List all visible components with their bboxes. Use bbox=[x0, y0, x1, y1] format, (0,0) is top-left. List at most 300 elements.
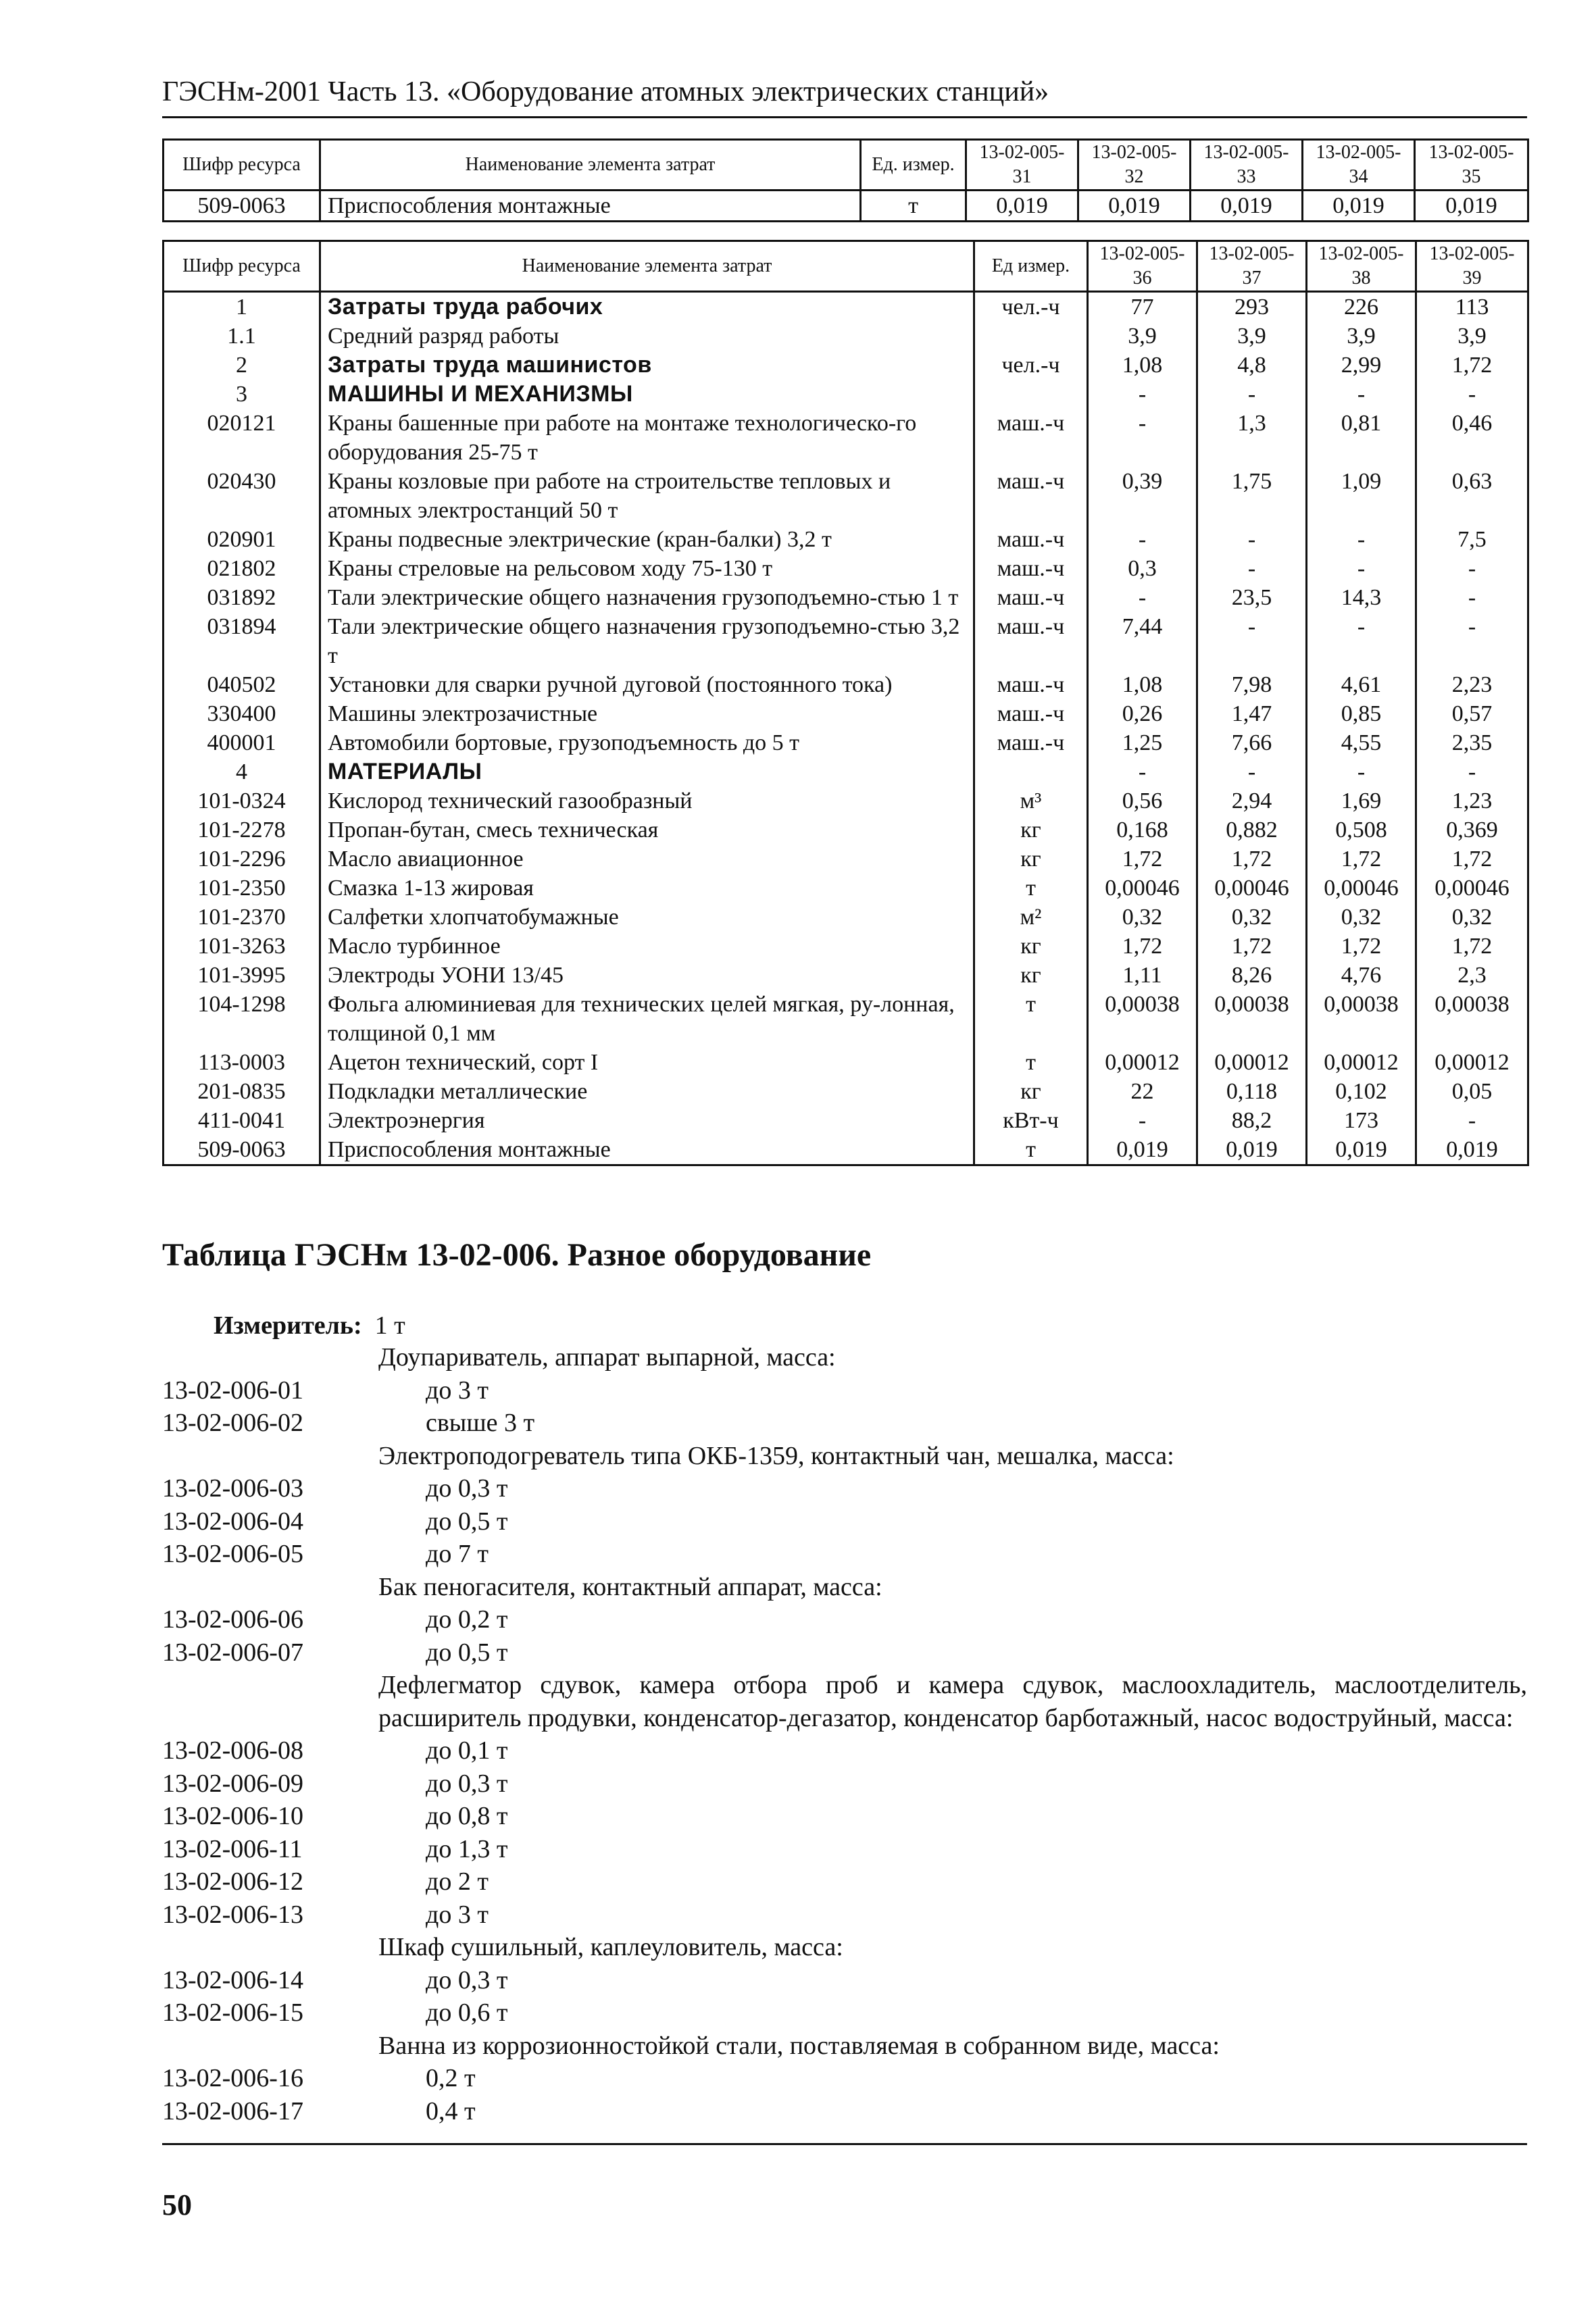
cell-name: Машины электрозачистные bbox=[320, 699, 974, 728]
cell-value: 2,94 bbox=[1197, 786, 1307, 815]
resource-table-2 bbox=[162, 240, 1529, 1166]
norm-text: до 0,5 т bbox=[426, 1507, 508, 1536]
cell-unit: кВт-ч bbox=[974, 1106, 1088, 1135]
cell-value: 0,32 bbox=[1416, 903, 1528, 932]
cell-value: 0,369 bbox=[1416, 815, 1528, 845]
cell-code: 101-3263 bbox=[164, 932, 320, 961]
norm-item bbox=[162, 1865, 1527, 1898]
cell-name: Затраты труда рабочих bbox=[320, 292, 974, 322]
cell-unit: т bbox=[974, 990, 1088, 1048]
header-col: 13-02-005-36 bbox=[1088, 241, 1197, 292]
table-row bbox=[164, 699, 1528, 728]
cell-value: 1,23 bbox=[1416, 786, 1528, 815]
cell-value: 0,019 bbox=[1191, 191, 1303, 222]
norm-text: до 0,3 т bbox=[426, 1474, 508, 1503]
cell-value: - bbox=[1197, 554, 1307, 583]
cell-name: Приспособления монтажные bbox=[320, 1135, 974, 1165]
table-row bbox=[164, 1135, 1528, 1165]
norm-code: 13-02-006-09 bbox=[162, 1769, 303, 1798]
cell-value: - bbox=[1088, 380, 1197, 409]
cell-value: 1,72 bbox=[1088, 845, 1197, 874]
cell-unit: т bbox=[974, 1048, 1088, 1077]
cell-unit: м² bbox=[974, 903, 1088, 932]
cell-value: 77 bbox=[1088, 292, 1197, 322]
norm-item bbox=[162, 1898, 1527, 1932]
norm-text: до 7 т bbox=[426, 1540, 489, 1568]
cell-value: 0,118 bbox=[1197, 1077, 1307, 1106]
norm-item bbox=[162, 1636, 1527, 1669]
cell-value: 0,56 bbox=[1088, 786, 1197, 815]
norm-code: 13-02-006-05 bbox=[162, 1540, 303, 1568]
cell-value: - bbox=[1416, 757, 1528, 786]
cell-value: 1,25 bbox=[1088, 728, 1197, 757]
cell-value: - bbox=[1197, 612, 1307, 670]
cell-unit: маш.-ч bbox=[974, 467, 1088, 525]
cell-name: МАТЕРИАЛЫ bbox=[320, 757, 974, 786]
cell-value: 0,019 bbox=[966, 191, 1078, 222]
norm-item bbox=[162, 1407, 1527, 1440]
measure-line bbox=[214, 1311, 405, 1340]
cell-name: Приспособления монтажные bbox=[320, 191, 861, 222]
cell-value: 0,00046 bbox=[1307, 874, 1416, 903]
cell-value: 14,3 bbox=[1307, 583, 1416, 612]
cell-value: 293 bbox=[1197, 292, 1307, 322]
group-heading: Дефлегматор сдувок, камера отбора проб и камера сдувок, маслоохладитель, маслоотделитель, расширитель продувки, конденсатор-дегазатор, конденсатор барботажный, насос водоструйный, масса: bbox=[378, 1671, 1527, 1732]
cell-value: 2,3 bbox=[1416, 961, 1528, 990]
cell-code: 020430 bbox=[164, 467, 320, 525]
cell-value: 1,75 bbox=[1197, 467, 1307, 525]
table-row bbox=[164, 874, 1528, 903]
table-row bbox=[164, 932, 1528, 961]
cell-code: 1 bbox=[164, 292, 320, 322]
cell-value: 1,72 bbox=[1416, 845, 1528, 874]
cell-name: Ацетон технический, сорт I bbox=[320, 1048, 974, 1077]
cell-value: 0,00012 bbox=[1197, 1048, 1307, 1077]
measure-value: 1 т bbox=[374, 1311, 405, 1340]
norm-text: до 0,3 т bbox=[426, 1769, 508, 1798]
group-heading: Электроподогреватель типа ОКБ-1359, контактный чан, мешалка, масса: bbox=[378, 1441, 1174, 1470]
cell-value: 0,05 bbox=[1416, 1077, 1528, 1106]
cell-code: 2 bbox=[164, 351, 320, 380]
cell-value: - bbox=[1088, 583, 1197, 612]
norm-code: 13-02-006-06 bbox=[162, 1605, 303, 1634]
cell-value: 0,32 bbox=[1307, 903, 1416, 932]
norm-code: 13-02-006-08 bbox=[162, 1736, 303, 1765]
norm-code: 13-02-006-13 bbox=[162, 1900, 303, 1929]
cell-value: 1,69 bbox=[1307, 786, 1416, 815]
cell-unit: т bbox=[974, 874, 1088, 903]
norm-item bbox=[162, 1472, 1527, 1505]
cell-value: 1,72 bbox=[1416, 351, 1528, 380]
cell-value: 0,00038 bbox=[1307, 990, 1416, 1048]
table-row bbox=[164, 1048, 1528, 1077]
norm-code: 13-02-006-04 bbox=[162, 1507, 303, 1536]
header-col: 13-02-005-32 bbox=[1078, 140, 1191, 191]
cell-name: Краны козловые при работе на строительстве тепловых и атомных электростанций 50 т bbox=[320, 467, 974, 525]
cell-value: - bbox=[1416, 1106, 1528, 1135]
cell-value: 0,00038 bbox=[1197, 990, 1307, 1048]
cell-value: 0,00046 bbox=[1088, 874, 1197, 903]
cell-value: 2,23 bbox=[1416, 670, 1528, 699]
group-heading: Доупариватель, аппарат выпарной, масса: bbox=[378, 1343, 836, 1372]
cell-unit: т bbox=[974, 1135, 1088, 1165]
header-col: 13-02-005-33 bbox=[1191, 140, 1303, 191]
cell-value: 0,32 bbox=[1197, 903, 1307, 932]
cell-value: 3,9 bbox=[1307, 322, 1416, 351]
norm-item bbox=[162, 1767, 1527, 1801]
table-row bbox=[164, 525, 1528, 554]
cell-name: Средний разряд работы bbox=[320, 322, 974, 351]
cell-name: Краны стреловые на рельсовом ходу 75-130 т bbox=[320, 554, 974, 583]
cell-value: 0,39 bbox=[1088, 467, 1197, 525]
table-row bbox=[164, 815, 1528, 845]
cell-name: Пропан-бутан, смесь техническая bbox=[320, 815, 974, 845]
table-row bbox=[164, 554, 1528, 583]
cell-value: 226 bbox=[1307, 292, 1416, 322]
cell-value: 0,00012 bbox=[1416, 1048, 1528, 1077]
table-row bbox=[164, 467, 1528, 525]
cell-name: Затраты труда машинистов bbox=[320, 351, 974, 380]
table-row bbox=[164, 612, 1528, 670]
cell-value: 4,8 bbox=[1197, 351, 1307, 380]
norm-text: до 0,2 т bbox=[426, 1605, 508, 1634]
cell-value: 0,019 bbox=[1416, 1135, 1528, 1165]
table-row bbox=[164, 845, 1528, 874]
cell-value: 1,72 bbox=[1197, 845, 1307, 874]
table-row bbox=[164, 1077, 1528, 1106]
cell-value: 0,3 bbox=[1088, 554, 1197, 583]
table-row bbox=[164, 728, 1528, 757]
cell-value: 0,019 bbox=[1303, 191, 1415, 222]
table-row bbox=[164, 961, 1528, 990]
cell-value: 7,66 bbox=[1197, 728, 1307, 757]
norm-text: 0,2 т bbox=[426, 2064, 476, 2092]
cell-name: Краны башенные при работе на монтаже технологическо-го оборудования 25-75 т bbox=[320, 409, 974, 467]
cell-value: 1,3 bbox=[1197, 409, 1307, 467]
group-heading: Ванна из коррозионностойкой стали, поставляемая в собранном виде, масса: bbox=[378, 2031, 1220, 2060]
norm-item bbox=[162, 2062, 1527, 2095]
cell-value: 23,5 bbox=[1197, 583, 1307, 612]
norm-code: 13-02-006-16 bbox=[162, 2064, 303, 2092]
cell-value: 0,46 bbox=[1416, 409, 1528, 467]
norm-text: до 0,8 т bbox=[426, 1802, 508, 1830]
cell-unit: маш.-ч bbox=[974, 612, 1088, 670]
cell-value: 22 bbox=[1088, 1077, 1197, 1106]
cell-name: МАШИНЫ И МЕХАНИЗМЫ bbox=[320, 380, 974, 409]
cell-value: 0,102 bbox=[1307, 1077, 1416, 1106]
header-col: 13-02-005-37 bbox=[1197, 241, 1307, 292]
cell-value: 4,55 bbox=[1307, 728, 1416, 757]
cell-code: 101-2278 bbox=[164, 815, 320, 845]
norm-code: 13-02-006-14 bbox=[162, 1965, 303, 1994]
norm-text: свыше 3 т bbox=[426, 1409, 535, 1437]
cell-unit: маш.-ч bbox=[974, 409, 1088, 467]
cell-value: - bbox=[1307, 757, 1416, 786]
norm-text: до 3 т bbox=[426, 1376, 489, 1405]
norm-text: 0,4 т bbox=[426, 2096, 476, 2126]
cell-code: 101-0324 bbox=[164, 786, 320, 815]
cell-value: 113 bbox=[1416, 292, 1528, 322]
norm-code: 13-02-006-17 bbox=[162, 2096, 303, 2126]
cell-value: 1,09 bbox=[1307, 467, 1416, 525]
cell-value: 0,00012 bbox=[1307, 1048, 1416, 1077]
cell-code: 201-0835 bbox=[164, 1077, 320, 1106]
cell-code: 113-0003 bbox=[164, 1048, 320, 1077]
cell-name: Электроэнергия bbox=[320, 1106, 974, 1135]
cell-value: 0,32 bbox=[1088, 903, 1197, 932]
cell-value: 0,019 bbox=[1197, 1135, 1307, 1165]
group-heading: Бак пеногасителя, контактный аппарат, масса: bbox=[378, 1572, 882, 1601]
header-col: 13-02-005-38 bbox=[1307, 241, 1416, 292]
cell-unit bbox=[974, 380, 1088, 409]
table-row bbox=[164, 380, 1528, 409]
cell-code: 040502 bbox=[164, 670, 320, 699]
cell-name: Кислород технический газообразный bbox=[320, 786, 974, 815]
cell-value: 0,882 bbox=[1197, 815, 1307, 845]
cell-unit: маш.-ч bbox=[974, 699, 1088, 728]
cell-name: Тали электрические общего назначения грузоподъемно-стью 1 т bbox=[320, 583, 974, 612]
header-col: 13-02-005-39 bbox=[1416, 241, 1528, 292]
norm-item bbox=[162, 1374, 1527, 1407]
cell-value: 8,26 bbox=[1197, 961, 1307, 990]
cell-unit: маш.-ч bbox=[974, 670, 1088, 699]
cell-code: 031894 bbox=[164, 612, 320, 670]
norm-item bbox=[162, 1800, 1527, 1833]
cell-value: 2,35 bbox=[1416, 728, 1528, 757]
header-rule bbox=[162, 116, 1527, 118]
cell-unit: маш.-ч bbox=[974, 728, 1088, 757]
cell-unit: кг bbox=[974, 815, 1088, 845]
table-row bbox=[164, 191, 1528, 222]
cell-value: 7,5 bbox=[1416, 525, 1528, 554]
cell-value: 7,44 bbox=[1088, 612, 1197, 670]
cell-unit: маш.-ч bbox=[974, 554, 1088, 583]
page-number: 50 bbox=[162, 2188, 192, 2221]
cell-unit: маш.-ч bbox=[974, 525, 1088, 554]
norm-text: до 1,3 т bbox=[426, 1834, 508, 1863]
cell-code: 104-1298 bbox=[164, 990, 320, 1048]
cell-value: - bbox=[1307, 380, 1416, 409]
cell-value: - bbox=[1416, 554, 1528, 583]
cell-unit: кг bbox=[974, 1077, 1088, 1106]
norm-code: 13-02-006-01 bbox=[162, 1376, 303, 1405]
norm-code: 13-02-006-12 bbox=[162, 1867, 303, 1896]
header-unit: Ед измер. bbox=[974, 241, 1088, 292]
cell-code: 509-0063 bbox=[164, 191, 320, 222]
cell-value: 1,72 bbox=[1416, 932, 1528, 961]
cell-name: Салфетки хлопчатобумажные bbox=[320, 903, 974, 932]
header-code: Шифр ресурса bbox=[164, 241, 320, 292]
cell-value: 0,019 bbox=[1078, 191, 1191, 222]
table-row bbox=[164, 903, 1528, 932]
cell-value: 0,81 bbox=[1307, 409, 1416, 467]
norm-list bbox=[162, 1341, 1527, 2128]
norm-text: до 0,6 т bbox=[426, 1998, 508, 2027]
cell-name: Установки для сварки ручной дуговой (постоянного тока) bbox=[320, 670, 974, 699]
cell-code: 330400 bbox=[164, 699, 320, 728]
cell-value: 0,168 bbox=[1088, 815, 1197, 845]
header-col: 13-02-005-34 bbox=[1303, 140, 1415, 191]
cell-value: 1,72 bbox=[1307, 932, 1416, 961]
norm-text: до 3 т bbox=[426, 1900, 489, 1929]
cell-name: Подкладки металлические bbox=[320, 1077, 974, 1106]
cell-value: - bbox=[1416, 583, 1528, 612]
cell-value: - bbox=[1416, 380, 1528, 409]
table-row bbox=[164, 1106, 1528, 1135]
norm-item bbox=[162, 1996, 1527, 2030]
cell-value: 1,47 bbox=[1197, 699, 1307, 728]
table-row bbox=[164, 786, 1528, 815]
cell-code: 509-0063 bbox=[164, 1135, 320, 1165]
norm-code: 13-02-006-07 bbox=[162, 1638, 303, 1667]
cell-value: 1,08 bbox=[1088, 670, 1197, 699]
table-row bbox=[164, 670, 1528, 699]
section-title: Таблица ГЭСНм 13-02-006. Разное оборудование bbox=[162, 1237, 872, 1273]
cell-value: 1,72 bbox=[1197, 932, 1307, 961]
group-heading: Шкаф сушильный, каплеуловитель, масса: bbox=[378, 1933, 843, 1961]
table-row bbox=[164, 292, 1528, 322]
cell-code: 400001 bbox=[164, 728, 320, 757]
cell-value: 4,76 bbox=[1307, 961, 1416, 990]
cell-name: Электроды УОНИ 13/45 bbox=[320, 961, 974, 990]
cell-code: 411-0041 bbox=[164, 1106, 320, 1135]
cell-unit: маш.-ч bbox=[974, 583, 1088, 612]
cell-unit bbox=[974, 322, 1088, 351]
cell-value: 0,019 bbox=[1307, 1135, 1416, 1165]
cell-value: 4,61 bbox=[1307, 670, 1416, 699]
cell-value: - bbox=[1088, 1106, 1197, 1135]
table-row bbox=[164, 990, 1528, 1048]
cell-value: 0,508 bbox=[1307, 815, 1416, 845]
cell-unit: кг bbox=[974, 961, 1088, 990]
norm-item bbox=[162, 1505, 1527, 1538]
norm-item bbox=[162, 1833, 1527, 1866]
cell-value: 1,72 bbox=[1088, 932, 1197, 961]
norm-code: 13-02-006-02 bbox=[162, 1409, 303, 1437]
cell-code: 020121 bbox=[164, 409, 320, 467]
cell-value: - bbox=[1088, 525, 1197, 554]
measure-label: Измеритель: bbox=[214, 1311, 362, 1340]
cell-code: 101-2296 bbox=[164, 845, 320, 874]
cell-value: 88,2 bbox=[1197, 1106, 1307, 1135]
cell-value: 0,00046 bbox=[1416, 874, 1528, 903]
table-row bbox=[164, 757, 1528, 786]
norm-text: до 2 т bbox=[426, 1867, 489, 1896]
cell-name: Фольга алюминиевая для технических целей мягкая, ру-лонная, толщиной 0,1 мм bbox=[320, 990, 974, 1048]
cell-value: 0,00038 bbox=[1416, 990, 1528, 1048]
table-header-row bbox=[164, 241, 1528, 292]
cell-name: Автомобили бортовые, грузоподъемность до 5 т bbox=[320, 728, 974, 757]
cell-name: Масло турбинное bbox=[320, 932, 974, 961]
cell-code: 101-2370 bbox=[164, 903, 320, 932]
cell-value: 0,00038 bbox=[1088, 990, 1197, 1048]
cell-value: 3,9 bbox=[1088, 322, 1197, 351]
cell-value: 0,019 bbox=[1088, 1135, 1197, 1165]
cell-code: 101-2350 bbox=[164, 874, 320, 903]
header-code: Шифр ресурса bbox=[164, 140, 320, 191]
cell-unit bbox=[974, 757, 1088, 786]
cell-value: 7,98 bbox=[1197, 670, 1307, 699]
cell-value: 0,26 bbox=[1088, 699, 1197, 728]
norm-item bbox=[162, 1603, 1527, 1636]
cell-name: Масло авиационное bbox=[320, 845, 974, 874]
cell-unit: кг bbox=[974, 845, 1088, 874]
cell-value: 0,00012 bbox=[1088, 1048, 1197, 1077]
cell-unit: м³ bbox=[974, 786, 1088, 815]
norm-code: 13-02-006-11 bbox=[162, 1834, 303, 1863]
cell-value: - bbox=[1088, 757, 1197, 786]
cell-name: Тали электрические общего назначения грузоподъемно-стью 3,2 т bbox=[320, 612, 974, 670]
cell-value: - bbox=[1197, 380, 1307, 409]
cell-code: 031892 bbox=[164, 583, 320, 612]
cell-value: - bbox=[1197, 525, 1307, 554]
cell-value: 3,9 bbox=[1416, 322, 1528, 351]
header-col: 13-02-005-35 bbox=[1415, 140, 1528, 191]
cell-code: 3 bbox=[164, 380, 320, 409]
norm-item bbox=[162, 1964, 1527, 1997]
cell-code: 020901 bbox=[164, 525, 320, 554]
cell-value: - bbox=[1088, 409, 1197, 467]
cell-value: 2,99 bbox=[1307, 351, 1416, 380]
cell-unit: т bbox=[861, 191, 966, 222]
cell-value: 1,11 bbox=[1088, 961, 1197, 990]
norm-code: 13-02-006-10 bbox=[162, 1802, 303, 1830]
cell-unit: чел.-ч bbox=[974, 351, 1088, 380]
table-row bbox=[164, 409, 1528, 467]
table-row bbox=[164, 583, 1528, 612]
cell-value: 3,9 bbox=[1197, 322, 1307, 351]
header-col: 13-02-005-31 bbox=[966, 140, 1078, 191]
cell-value: 0,57 bbox=[1416, 699, 1528, 728]
norm-code: 13-02-006-15 bbox=[162, 1998, 303, 2027]
header-name: Наименование элемента затрат bbox=[320, 140, 861, 191]
cell-value: 173 bbox=[1307, 1106, 1416, 1135]
cell-name: Краны подвесные электрические (кран-балки) 3,2 т bbox=[320, 525, 974, 554]
norm-item bbox=[162, 2095, 1527, 2128]
cell-code: 4 bbox=[164, 757, 320, 786]
cell-value: - bbox=[1307, 525, 1416, 554]
norm-text: до 0,5 т bbox=[426, 1638, 508, 1667]
cell-value: - bbox=[1197, 757, 1307, 786]
running-header: ГЭСНм-2001 Часть 13. «Оборудование атомных электрических станций» bbox=[162, 76, 1049, 107]
norm-text: до 0,3 т bbox=[426, 1965, 508, 1994]
cell-value: - bbox=[1307, 612, 1416, 670]
cell-value: - bbox=[1307, 554, 1416, 583]
cell-unit: чел.-ч bbox=[974, 292, 1088, 322]
cell-value: - bbox=[1416, 612, 1528, 670]
norm-item bbox=[162, 1538, 1527, 1571]
norm-item bbox=[162, 1734, 1527, 1767]
cell-value: 1,08 bbox=[1088, 351, 1197, 380]
norm-text: до 0,1 т bbox=[426, 1736, 508, 1765]
cell-code: 1.1 bbox=[164, 322, 320, 351]
header-unit: Ед. измер. bbox=[861, 140, 966, 191]
table-row bbox=[164, 351, 1528, 380]
table-header-row bbox=[164, 140, 1528, 191]
bottom-rule bbox=[162, 2143, 1527, 2145]
cell-value: 0,019 bbox=[1415, 191, 1528, 222]
cell-value: 0,00046 bbox=[1197, 874, 1307, 903]
cell-value: 0,63 bbox=[1416, 467, 1528, 525]
cell-code: 101-3995 bbox=[164, 961, 320, 990]
cell-value: 0,85 bbox=[1307, 699, 1416, 728]
table-row bbox=[164, 322, 1528, 351]
cell-value: 1,72 bbox=[1307, 845, 1416, 874]
cell-name: Смазка 1-13 жировая bbox=[320, 874, 974, 903]
cell-code: 021802 bbox=[164, 554, 320, 583]
resource-table-1 bbox=[162, 139, 1529, 222]
header-name: Наименование элемента затрат bbox=[320, 241, 974, 292]
